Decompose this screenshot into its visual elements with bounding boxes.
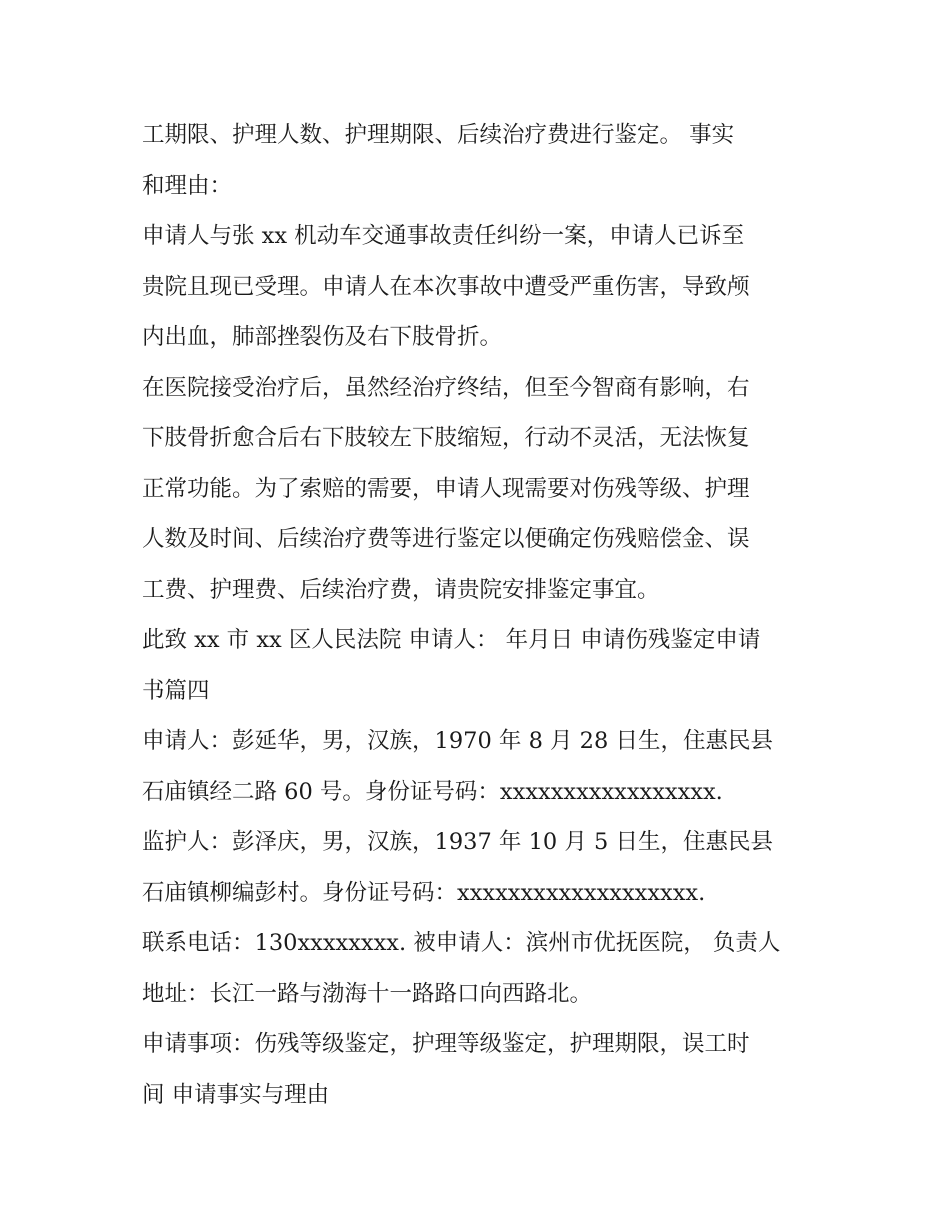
text-line: 和理由： bbox=[142, 172, 233, 199]
text-line: 申请事项：伤残等级鉴定，护理等级鉴定，护理期限，误工时 bbox=[142, 1031, 750, 1057]
text-line: 此致 xx 市 xx 区人民法院 申请人： 年月日 申请伤残鉴定申请 bbox=[142, 627, 761, 653]
text-line: 地址：长江一路与渤海十一路路口向西路北。 bbox=[142, 980, 593, 1007]
text-line: 内出血，肺部挫裂伤及右下肢骨折。 bbox=[142, 324, 503, 350]
text-line: 工费、护理费、后续治疗费，请贵院安排鉴定事宜。 bbox=[142, 576, 660, 603]
text-line: 工期限、护理人数、护理期限、后续治疗费进行鉴定。 事实 bbox=[142, 122, 735, 148]
text-line: 申请人：彭延华，男，汉族，1970 年 8 月 28 日生，住惠民县 bbox=[142, 728, 773, 754]
text-line: 监护人：彭泽庆，男，汉族，1937 年 10 月 5 日生，住惠民县 bbox=[142, 829, 773, 855]
text-line: 正常功能。为了索赔的需要，申请人现需要对伤残等级、护理 bbox=[142, 475, 750, 502]
text-line: 石庙镇柳编彭村。身份证号码：xxxxxxxxxxxxxxxxxxx. bbox=[142, 879, 706, 906]
text-line: 间 申请事实与理由 bbox=[142, 1081, 330, 1108]
text-line: 申请人与张 xx 机动车交通事故责任纠纷一案，申请人已诉至 bbox=[142, 223, 745, 249]
document-body bbox=[142, 110, 817, 1120]
text-line: 书篇四 bbox=[142, 677, 210, 704]
text-line: 下肢骨折愈合后右下肢较左下肢缩短，行动不灵活，无法恢复 bbox=[142, 425, 750, 451]
text-line: 联系电话：130xxxxxxxx. 被申请人：滨州市优抚医院， 负责人 bbox=[142, 930, 781, 956]
text-line: 贵院且现已受理。申请人在本次事故中遭受严重伤害，导致颅 bbox=[142, 273, 750, 300]
text-line: 石庙镇经二路 60 号。身份证号码：xxxxxxxxxxxxxxxxx. bbox=[142, 778, 723, 805]
text-line: 人数及时间、后续治疗费等进行鉴定以便确定伤残赔偿金、误 bbox=[142, 526, 750, 552]
text-line: 在医院接受治疗后，虽然经治疗终结，但至今智商有影响，右 bbox=[142, 374, 750, 401]
